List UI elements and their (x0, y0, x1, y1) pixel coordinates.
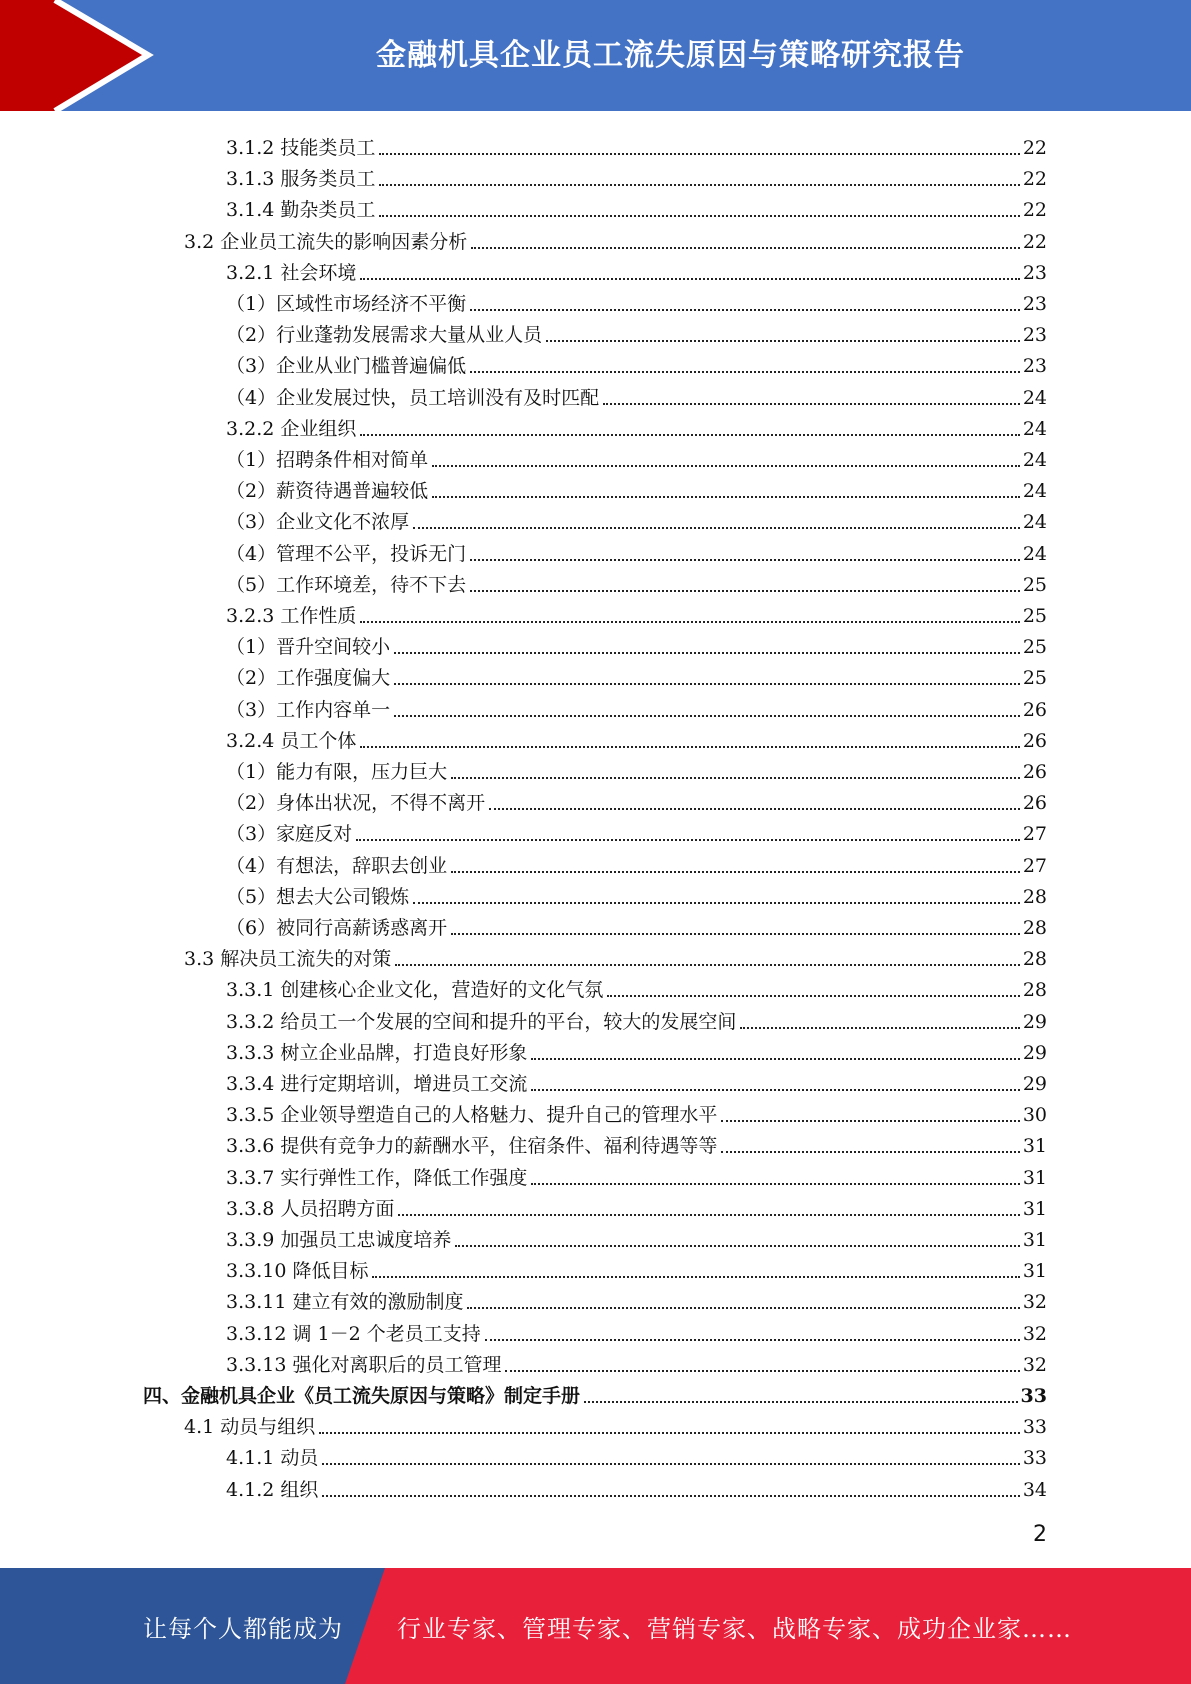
toc-entry[interactable] (226, 596, 1047, 627)
toc-entry-title: （5）工作环境差，待不下去 (226, 573, 467, 596)
toc-entry-page: 28 (1022, 917, 1047, 939)
toc-entry-title: 四、金融机具企业《员工流失原因与策略》制定手册 (143, 1385, 581, 1407)
footer-slogan-left: 让每个人都能成为 (143, 1614, 343, 1643)
toc-dot-leader (394, 648, 1020, 654)
toc-dot-leader (413, 898, 1020, 904)
toc-entry-page: 22 (1022, 168, 1047, 191)
toc-entry-page: 26 (1022, 729, 1047, 752)
toc-dot-leader (360, 742, 1019, 748)
toc-entry-title: 3.3.3 树立企业品牌，打造良好形象 (226, 1041, 528, 1064)
toc-entry-page: 31 (1022, 1229, 1047, 1251)
toc-entry[interactable] (143, 1376, 1047, 1407)
toc-entry-title: 3.3.13 强化对离职后的员工管理 (226, 1353, 502, 1376)
toc-entry[interactable] (226, 752, 1047, 783)
toc-dot-leader (394, 679, 1020, 685)
toc-entry[interactable] (226, 128, 1047, 159)
toc-entry-title: 3.3.1 创建核心企业文化，营造好的文化气氛 (226, 979, 604, 1002)
toc-dot-leader (505, 1366, 1019, 1372)
toc-dot-leader (356, 835, 1020, 841)
toc-entry-page: 28 (1022, 948, 1047, 971)
toc-entry-page: 24 (1022, 386, 1047, 409)
page-number: 2 (1033, 1522, 1047, 1547)
page-header (0, 0, 1191, 111)
toc-dot-leader (471, 243, 1020, 249)
toc-entry[interactable] (226, 1314, 1047, 1345)
toc-entry[interactable] (226, 253, 1047, 284)
toc-entry-page: 33 (1022, 1447, 1047, 1470)
toc-entry[interactable] (226, 190, 1047, 221)
toc-entry[interactable] (226, 1095, 1047, 1126)
toc-entry-title: （4）有想法，辞职去创业 (226, 854, 448, 877)
toc-entry-page: 23 (1022, 261, 1047, 284)
toc-entry-page: 31 (1022, 1166, 1047, 1189)
toc-entry[interactable] (226, 690, 1047, 721)
toc-entry-title: 3.3.11 建立有效的激励制度 (226, 1291, 464, 1314)
toc-entry-page: 34 (1022, 1478, 1047, 1501)
toc-entry-page: 27 (1022, 854, 1047, 877)
toc-dot-leader (398, 1210, 1019, 1216)
toc-entry-title: （1）招聘条件相对简单 (226, 449, 429, 471)
toc-entry-page: 26 (1022, 792, 1047, 815)
toc-entry-title: 3.2.4 员工个体 (226, 729, 357, 752)
toc-entry-page: 33 (1020, 1385, 1047, 1407)
toc-dot-leader (319, 1428, 1020, 1434)
toc-entry-page: 31 (1022, 1135, 1047, 1158)
toc-entry-page: 31 (1022, 1197, 1047, 1220)
toc-entry-title: （1）区域性市场经济不平衡 (226, 293, 467, 315)
toc-entry[interactable] (226, 721, 1047, 752)
toc-entry-page: 25 (1022, 636, 1047, 659)
toc-dot-leader (379, 211, 1019, 217)
toc-dot-leader (470, 555, 1020, 561)
toc-entry[interactable] (226, 315, 1047, 346)
toc-entry-title: 3.2 企业员工流失的影响因素分析 (184, 230, 468, 253)
toc-entry-page: 31 (1022, 1260, 1047, 1283)
toc-entry[interactable] (226, 908, 1047, 939)
toc-entry-title: 3.3.4 进行定期培训，增进员工交流 (226, 1073, 528, 1095)
toc-entry-title: （3）企业从业门槛普遍偏低 (226, 355, 467, 378)
toc-dot-leader (603, 399, 1020, 405)
toc-entry-page: 23 (1022, 355, 1047, 378)
toc-entry[interactable] (226, 783, 1047, 814)
toc-entry-page: 25 (1022, 605, 1047, 627)
toc-entry[interactable] (226, 1282, 1047, 1313)
toc-entry-page: 24 (1022, 417, 1047, 440)
toc-dot-leader (531, 1054, 1019, 1060)
toc-dot-leader (470, 367, 1020, 373)
toc-dot-leader (360, 617, 1019, 623)
toc-dot-leader (485, 1335, 1020, 1341)
toc-entry-title: （3）工作内容单一 (226, 698, 391, 721)
toc-dot-leader (394, 711, 1020, 717)
toc-entry-title: （2）行业蓬勃发展需求大量从业人员 (226, 324, 543, 347)
toc-dot-leader (607, 991, 1019, 997)
toc-entry-title: （4）企业发展过快，员工培训没有及时匹配 (226, 386, 600, 409)
toc-entry[interactable] (184, 939, 1047, 970)
toc-dot-leader (360, 430, 1019, 436)
toc-dot-leader (546, 336, 1020, 342)
toc-entry[interactable] (226, 1470, 1047, 1501)
toc-entry-title: （1）晋升空间较小 (226, 636, 391, 659)
toc-entry[interactable] (226, 284, 1047, 315)
toc-dot-leader (470, 586, 1020, 592)
toc-entry-title: （3）家庭反对 (226, 823, 353, 846)
toc-entry-page: 22 (1022, 137, 1047, 159)
toc-entry-page: 32 (1022, 1291, 1047, 1314)
toc-entry-title: （6）被同行高薪诱惑离开 (226, 917, 448, 939)
toc-dot-leader (531, 1179, 1019, 1185)
toc-entry[interactable] (226, 346, 1047, 377)
toc-entry[interactable] (226, 440, 1047, 471)
toc-entry-page: 29 (1022, 1073, 1047, 1095)
toc-entry[interactable] (226, 877, 1047, 908)
toc-entry-page: 22 (1022, 230, 1047, 253)
toc-entry-title: 3.3.6 提供有竞争力的薪酬水平，住宿条件、福利待遇等等 (226, 1135, 718, 1158)
toc-entry-page: 23 (1022, 293, 1047, 315)
toc-entry-page: 29 (1022, 1041, 1047, 1064)
toc-entry-page: 32 (1022, 1353, 1047, 1376)
toc-entry-page: 28 (1022, 979, 1047, 1002)
toc-entry[interactable] (226, 1002, 1047, 1033)
toc-entry-title: （1）能力有限，压力巨大 (226, 761, 448, 783)
toc-entry-page: 29 (1022, 1010, 1047, 1033)
toc-entry[interactable] (226, 1033, 1047, 1064)
toc-entry-title: 3.3.10 降低目标 (226, 1260, 369, 1283)
toc-dot-leader (489, 804, 1020, 810)
toc-entry[interactable] (226, 1064, 1047, 1095)
report-title: 金融机具企业员工流失原因与策略研究报告 (376, 37, 965, 73)
toc-entry[interactable] (226, 658, 1047, 689)
toc-dot-leader (451, 929, 1020, 935)
toc-entry-title: 3.2.2 企业组织 (226, 417, 357, 440)
toc-dot-leader (451, 773, 1020, 779)
footer-slogan-right: 行业专家、管理专家、营销专家、战略专家、成功企业家…… (397, 1614, 1072, 1643)
toc-entry-title: 3.3 解决员工流失的对策 (184, 948, 392, 971)
toc-dot-leader (584, 1397, 1018, 1403)
toc-entry-title: 3.2.3 工作性质 (226, 605, 357, 627)
page-footer (0, 1568, 1191, 1684)
toc-entry-page: 27 (1022, 823, 1047, 846)
toc-dot-leader (531, 1085, 1019, 1091)
toc-entry[interactable] (226, 1126, 1047, 1157)
toc-entry[interactable] (226, 534, 1047, 565)
toc-entry-title: （5）想去大公司锻炼 (226, 885, 410, 908)
toc-entry-title: （2）工作强度偏大 (226, 667, 391, 690)
toc-entry-page: 24 (1022, 480, 1047, 503)
toc-entry-title: 3.2.1 社会环境 (226, 261, 357, 284)
toc-entry[interactable] (226, 846, 1047, 877)
toc-entry[interactable] (226, 378, 1047, 409)
toc-entry-title: 3.1.4 勤杂类员工 (226, 199, 376, 222)
toc-entry-page: 24 (1022, 511, 1047, 534)
toc-dot-leader (451, 867, 1020, 873)
toc-entry-title: 3.3.12 调 1－2 个老员工支持 (226, 1322, 481, 1345)
toc-entry[interactable] (226, 502, 1047, 533)
toc-entry[interactable] (226, 471, 1047, 502)
toc-dot-leader (413, 523, 1020, 529)
toc-entry-page: 33 (1022, 1416, 1047, 1439)
toc-dot-leader (721, 1147, 1019, 1153)
toc-entry[interactable] (226, 1220, 1047, 1251)
toc-entry-page: 22 (1022, 199, 1047, 222)
toc-entry-page: 30 (1022, 1104, 1047, 1127)
toc-entry[interactable] (226, 1345, 1047, 1376)
toc-dot-leader (322, 1491, 1019, 1497)
toc-dot-leader (432, 461, 1020, 467)
toc-dot-leader (379, 180, 1019, 186)
toc-entry-title: 4.1 动员与组织 (184, 1416, 316, 1439)
toc-entry[interactable] (184, 1407, 1047, 1438)
toc-entry-page: 25 (1022, 667, 1047, 690)
toc-dot-leader (395, 960, 1020, 966)
toc-entry-title: 3.3.8 人员招聘方面 (226, 1197, 395, 1220)
toc-dot-leader (432, 492, 1020, 498)
toc-entry-title: （2）身体出状况，不得不离开 (226, 792, 486, 815)
toc-dot-leader (467, 1303, 1019, 1309)
toc-entry-page: 24 (1022, 449, 1047, 471)
toc-entry[interactable] (226, 1251, 1047, 1282)
toc-entry[interactable] (226, 970, 1047, 1001)
toc-entry-title: （4）管理不公平，投诉无门 (226, 542, 467, 565)
toc-entry-page: 28 (1022, 885, 1047, 908)
toc-entry-title: 4.1.2 组织 (226, 1478, 319, 1501)
toc-entry[interactable] (226, 409, 1047, 440)
toc-entry-title: 3.1.2 技能类员工 (226, 137, 376, 159)
toc-entry-title: 3.3.2 给员工一个发展的空间和提升的平台，较大的发展空间 (226, 1010, 737, 1033)
toc-dot-leader (740, 1023, 1019, 1029)
toc-entry-page: 25 (1022, 573, 1047, 596)
toc-entry-title: （3）企业文化不浓厚 (226, 511, 410, 534)
toc-entry[interactable] (226, 1189, 1047, 1220)
toc-entry-page: 32 (1022, 1322, 1047, 1345)
toc-entry[interactable] (226, 1438, 1047, 1469)
toc-dot-leader (360, 274, 1019, 280)
toc-dot-leader (470, 305, 1020, 311)
toc-entry-title: 3.3.7 实行弹性工作，降低工作强度 (226, 1166, 528, 1189)
toc-dot-leader (379, 149, 1019, 155)
toc-entry-title: 4.1.1 动员 (226, 1447, 319, 1470)
toc-entry-page: 24 (1022, 542, 1047, 565)
toc-dot-leader (372, 1272, 1019, 1278)
toc-entry-page: 26 (1022, 698, 1047, 721)
toc-entry[interactable] (226, 565, 1047, 596)
toc-entry[interactable] (226, 627, 1047, 658)
toc-entry[interactable] (226, 159, 1047, 190)
toc-entry-title: 3.1.3 服务类员工 (226, 168, 376, 191)
toc-entry[interactable] (184, 222, 1047, 253)
toc-entry-page: 26 (1022, 761, 1047, 783)
toc-entry[interactable] (226, 1158, 1047, 1189)
toc-dot-leader (455, 1241, 1019, 1247)
toc-entry[interactable] (226, 814, 1047, 845)
toc-entry-title: 3.3.9 加强员工忠诚度培养 (226, 1229, 452, 1251)
toc-entry-title: （2）薪资待遇普遍较低 (226, 480, 429, 503)
toc-dot-leader (721, 1116, 1019, 1122)
toc-dot-leader (322, 1459, 1019, 1465)
toc-entry-title: 3.3.5 企业领导塑造自己的人格魅力、提升自己的管理水平 (226, 1104, 718, 1127)
toc-entry-page: 23 (1022, 324, 1047, 347)
